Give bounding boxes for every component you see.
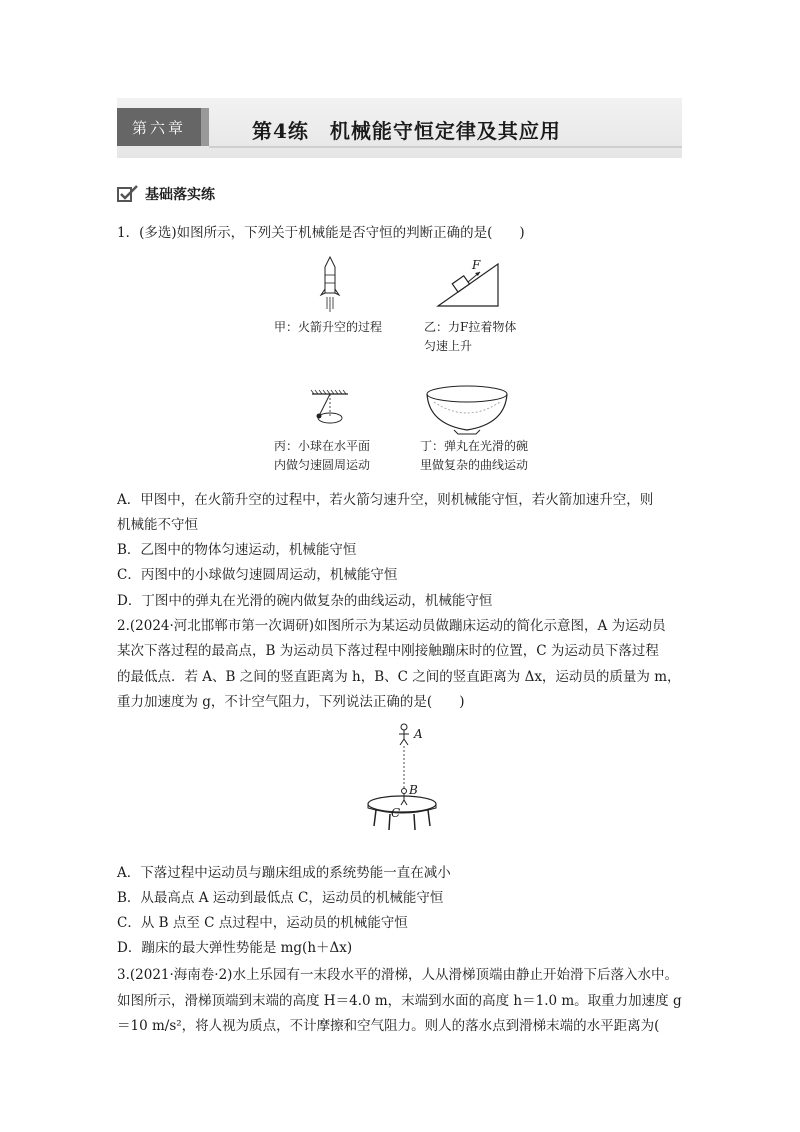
header-rule <box>209 146 682 148</box>
caption-yi-2: 匀速上升 <box>424 339 473 353</box>
q2-stem-line3: 的最低点．若 A、B 之间的竖直距离为 h，B、C 之间的竖直距离为 Δx，运动员的质量为 m， <box>117 669 681 685</box>
bowl-figure <box>424 384 510 436</box>
section-heading <box>117 183 215 205</box>
chapter-tab: 第六章 <box>117 108 201 146</box>
header-accent-bar <box>201 108 209 146</box>
q3-stem-line1: 3.(2021·海南卷·2)水上乐园有一末段水平的滑梯，人从滑梯顶端由静止开始滑下后落入水中。 <box>117 967 678 983</box>
section-title: 基础落实练 <box>145 187 215 203</box>
page-title: 第4练 机械能守恒定律及其应用 <box>252 119 561 143</box>
trampoline-figure <box>362 722 442 832</box>
rocket-figure <box>318 255 342 315</box>
q2-stem-line4: 重力加速度为 g，不计空气阻力，下列说法正确的是( ) <box>117 694 465 710</box>
q2-option-c: C．从 B 点至 C 点过程中，运动员的机械能守恒 <box>117 915 408 931</box>
caption-bing-2: 内做匀速圆周运动 <box>274 458 371 472</box>
caption-yi-1: 乙：力F拉着物体 <box>424 320 517 334</box>
point-c-label: C <box>391 806 401 820</box>
incline-figure <box>436 258 502 308</box>
q2-stem-line1: 2.(2024·河北邯郸市第一次调研)如图所示为某运动员做蹦床运动的简化示意图，A 为运动员 <box>117 618 666 634</box>
caption-ding-1: 丁：弹丸在光滑的碗 <box>420 439 529 453</box>
q2-option-a: A．下落过程中运动员与蹦床组成的系统势能一直在减小 <box>117 865 451 881</box>
q1-option-a-line2: 机械能不守恒 <box>117 517 198 533</box>
q1-option-a-line1: A．甲图中，在火箭升空的过程中，若火箭匀速升空，则机械能守恒，若火箭加速升空，则 <box>117 492 654 508</box>
q1-option-c: C．丙图中的小球做匀速圆周运动，机械能守恒 <box>117 567 398 583</box>
caption-jia: 甲：火箭升空的过程 <box>274 320 383 334</box>
caption-ding-2: 里做复杂的曲线运动 <box>420 458 529 472</box>
force-label: F <box>472 258 481 272</box>
point-a-label: A <box>414 727 423 741</box>
q3-stem-line2: 如图所示，滑梯顶端到末端的高度 H＝4.0 m，末端到水面的高度 h＝1.0 m。取重力加速度 g <box>117 993 682 1009</box>
checkbox-icon <box>117 185 139 203</box>
q2-stem-line2: 某次下落过程的最高点，B 为运动员下落过程中刚接触蹦床时的位置，C 为运动员下落过程 <box>117 643 659 659</box>
q2-option-b: B．从最高点 A 运动到最低点 C，运动员的机械能守恒 <box>117 890 444 906</box>
caption-bing-1: 丙：小球在水平面 <box>274 439 371 453</box>
q1-option-d: D．丁图中的弹丸在光滑的碗内做复杂的曲线运动，机械能守恒 <box>117 593 493 609</box>
chapter-header <box>117 98 682 158</box>
q2-option-d: D．蹦床的最大弹性势能是 mg(h＋Δx) <box>117 940 353 956</box>
q1-stem: 1．(多选)如图所示，下列关于机械能是否守恒的判断正确的是( ) <box>117 225 525 241</box>
pendulum-figure <box>300 388 360 430</box>
q3-stem-line3: ＝10 m/s²，将人视为质点，不计摩擦和空气阻力。则人的落水点到滑梯末端的水平距离为( <box>117 1018 660 1034</box>
q1-option-b: B．乙图中的物体匀速运动，机械能守恒 <box>117 542 357 558</box>
point-b-label: B <box>409 783 418 797</box>
